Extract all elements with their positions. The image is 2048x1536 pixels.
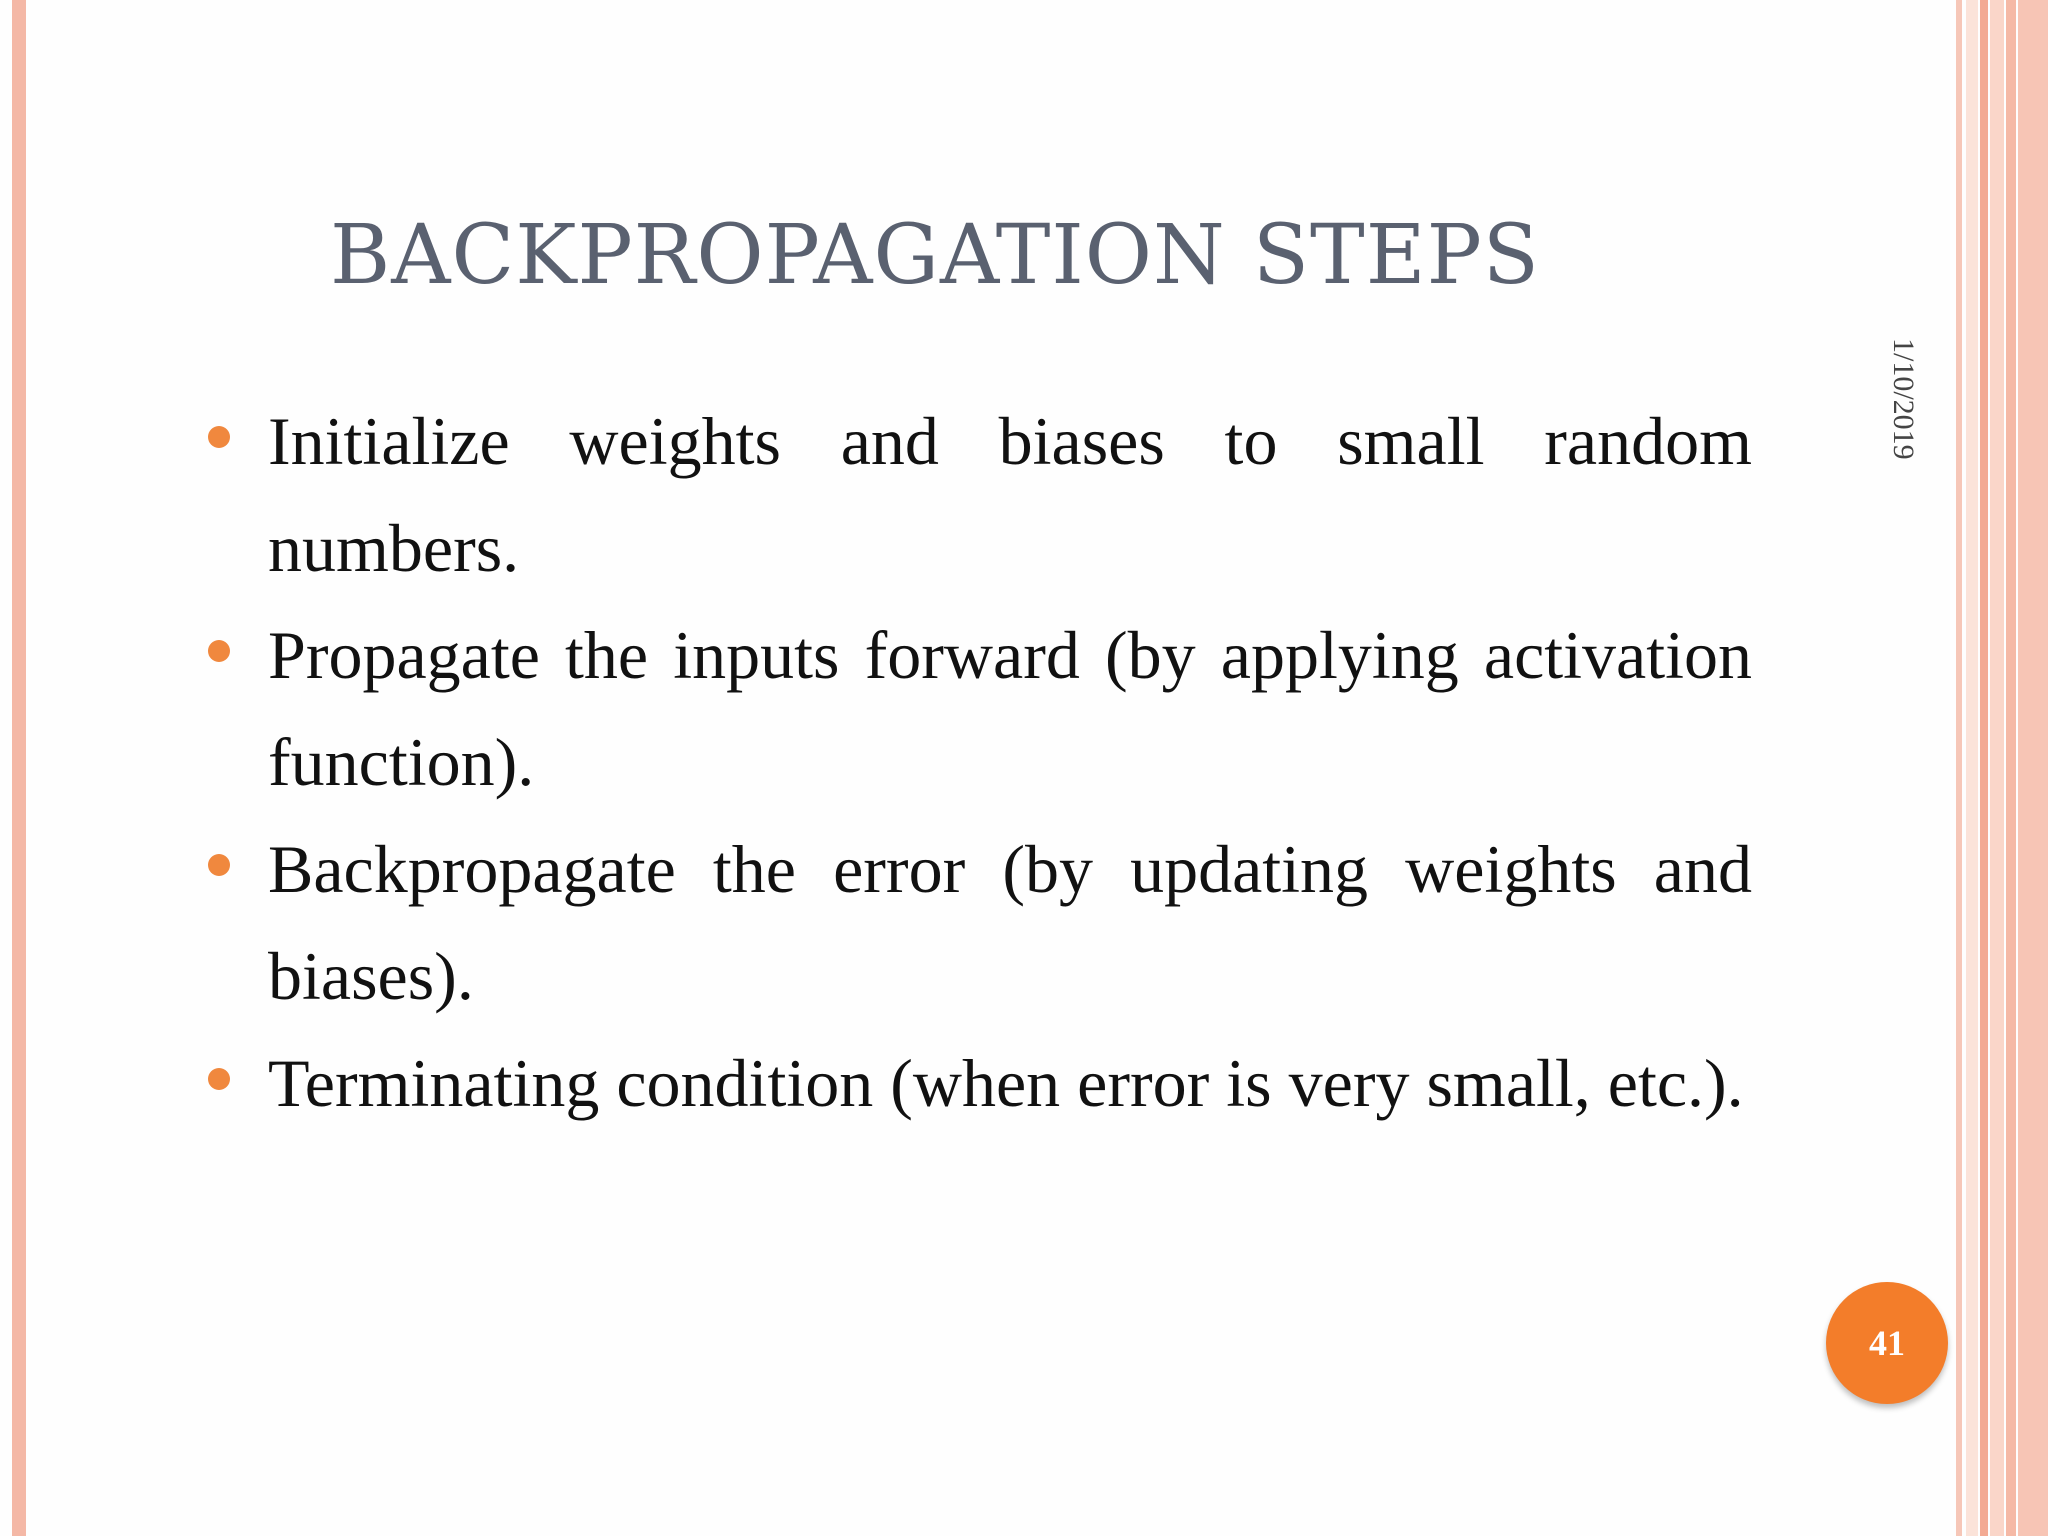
slide-title: BACKPROPAGATION STEPS [330, 208, 1540, 303]
bullet-dot-icon [208, 854, 230, 876]
right-decor-stripe [2018, 0, 2048, 1536]
bullet-text: Propagate the inputs forward (by applying activation function). [268, 617, 1752, 800]
bullet-dot-icon [208, 1068, 230, 1090]
slide-date: 1/10/2019 [1887, 338, 1920, 460]
bullet-item [200, 602, 1752, 816]
page-number: 41 [1869, 1323, 1905, 1363]
bullet-item [200, 1030, 1752, 1137]
bullet-text: Terminating condition (when error is very small, etc.). [268, 1045, 1744, 1121]
left-accent-stripe [12, 0, 26, 1536]
bullet-item [200, 816, 1752, 1030]
bullet-list [200, 388, 1752, 1137]
right-decor-stripe [1956, 0, 1962, 1536]
bullet-text: Initialize weights and biases to small random numbers. [268, 403, 1752, 586]
right-decor-stripe [1966, 0, 1978, 1536]
right-decor-stripe [1990, 0, 2004, 1536]
right-decor-stripe [1980, 0, 1988, 1536]
right-decor-stripe [2006, 0, 2016, 1536]
page-number-badge [1826, 1282, 1948, 1404]
bullet-dot-icon [208, 426, 230, 448]
bullet-dot-icon [208, 640, 230, 662]
bullet-text: Backpropagate the error (by updating weights and biases). [268, 831, 1752, 1014]
bullet-item [200, 388, 1752, 602]
